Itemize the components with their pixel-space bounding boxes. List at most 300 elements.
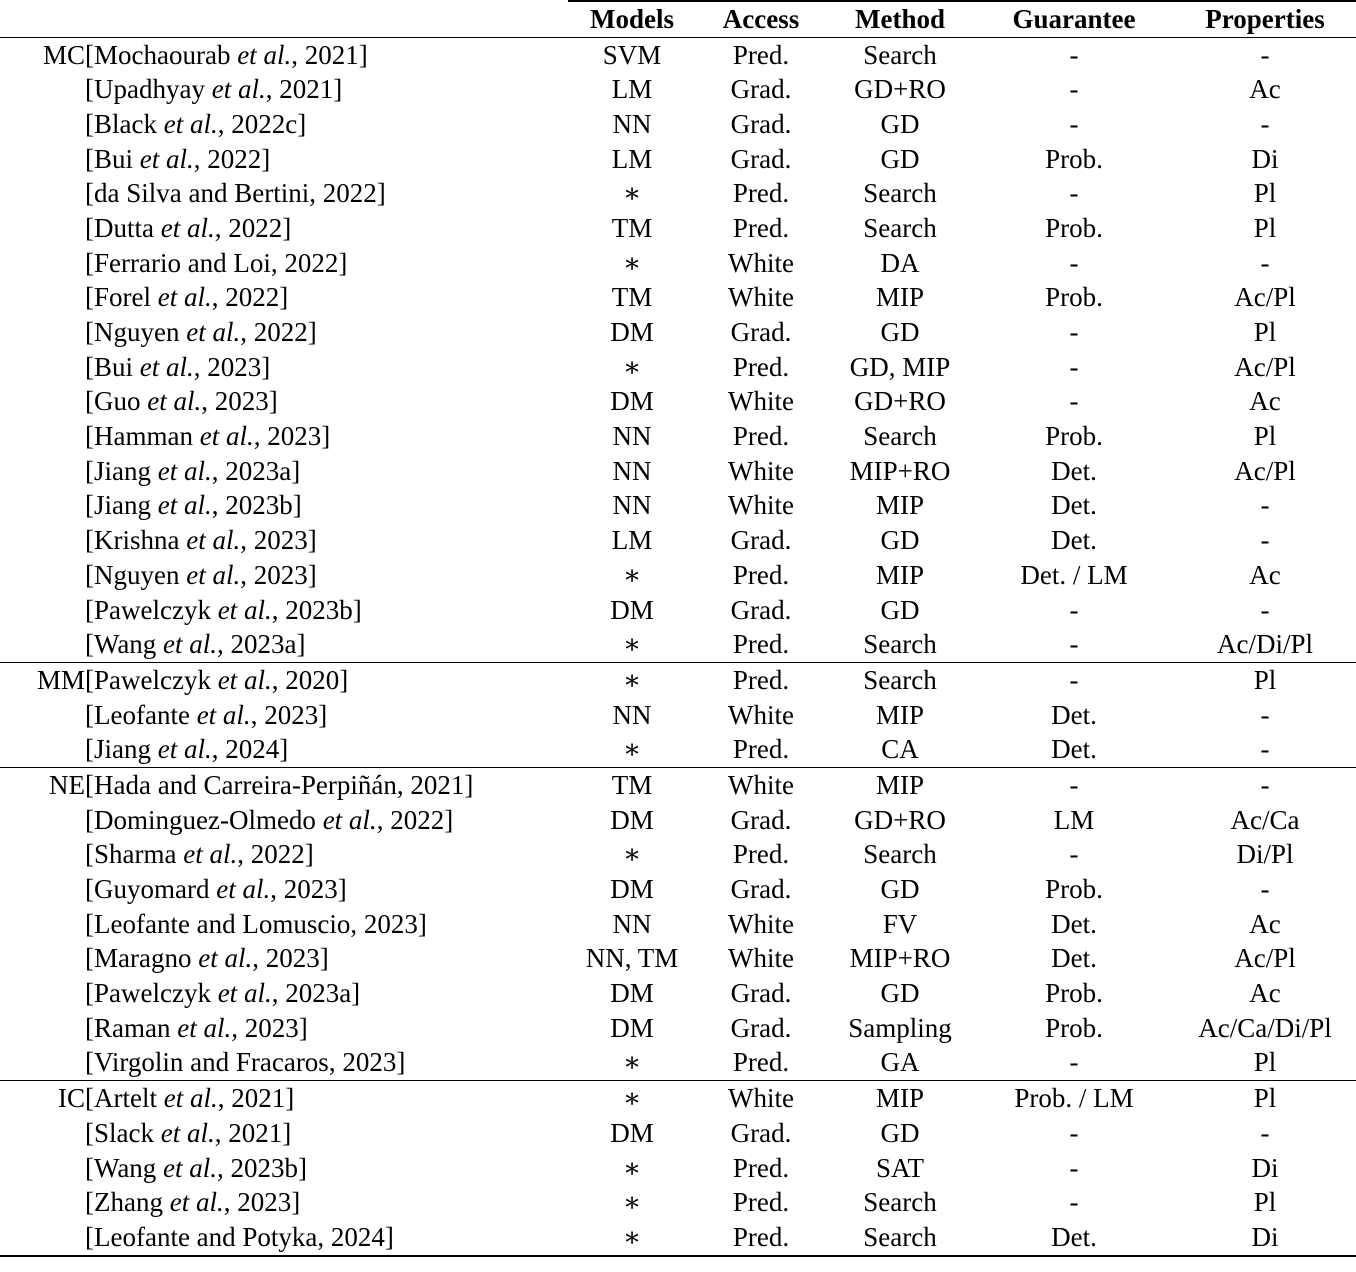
guarantee-cell: Det.: [974, 1220, 1174, 1256]
properties-cell: Ac/Pl: [1234, 351, 1296, 382]
table-row: [0, 489, 1356, 524]
group-spacer: [0, 211, 85, 246]
table-row: [0, 663, 1356, 698]
method-cell: Search: [863, 212, 937, 243]
guarantee-cell: Det.: [1051, 525, 1097, 556]
reference-cell: [Virgolin and Fracaros, 2023]: [85, 1047, 406, 1078]
properties-cell: -: [1260, 247, 1270, 278]
table-row: [0, 872, 1356, 907]
et-al-italic: et al.: [163, 1152, 218, 1183]
et-al-italic: et al.: [322, 804, 377, 835]
guarantee-cell: Prob.: [1045, 1012, 1103, 1043]
et-al-italic: et al.: [217, 594, 272, 625]
reference-cell: [Artelt et al., 2021]: [85, 1081, 568, 1116]
group-spacer: [0, 454, 85, 489]
guarantee-cell: -: [1069, 247, 1079, 278]
models-cell: DM: [610, 1012, 654, 1043]
group-spacer: [0, 142, 85, 177]
group-spacer: [0, 698, 85, 733]
reference-cell: [Bui et al., 2023]: [85, 351, 271, 382]
properties-cell: Pl: [1253, 212, 1277, 243]
table-row: [0, 142, 1356, 177]
reference-cell: [Wang et al., 2023b]: [85, 1152, 308, 1183]
section-label-ic: IC: [0, 1081, 85, 1116]
reference-cell: [Pawelczyk et al., 2020]: [85, 663, 568, 698]
group-spacer: [0, 107, 85, 142]
guarantee-cell: LM: [1053, 804, 1095, 835]
reference-cell: [Wang et al., 2023a]: [85, 629, 306, 660]
table-row: [0, 107, 1356, 142]
table-row: [0, 523, 1356, 558]
models-cell: DM: [610, 594, 654, 625]
models-cell: DM: [610, 874, 654, 905]
reference-cell: [Leofante et al., 2023]: [85, 699, 328, 730]
method-cell: GD: [880, 108, 920, 139]
access-cell: Grad.: [730, 804, 792, 835]
et-al-italic: et al.: [157, 282, 212, 313]
group-spacer: [0, 1046, 85, 1081]
access-cell: White: [728, 943, 794, 974]
reference-cell: [Sharma et al., 2022]: [85, 839, 314, 870]
et-al-italic: et al.: [163, 629, 218, 660]
table-row: [0, 1185, 1356, 1220]
access-cell: Grad.: [730, 1117, 792, 1148]
access-cell: White: [728, 455, 794, 486]
access-cell: White: [696, 1081, 826, 1116]
models-cell: ∗: [622, 1152, 642, 1183]
et-al-italic: et al.: [139, 351, 194, 382]
table-row: [0, 1081, 1356, 1116]
column-header-models: Models: [568, 1, 696, 37]
guarantee-cell: -: [974, 663, 1174, 698]
column-header-properties: Properties: [1174, 1, 1356, 37]
et-al-italic: et al.: [177, 1012, 232, 1043]
models-cell: ∗: [622, 1187, 642, 1218]
models-cell: DM: [610, 317, 654, 348]
properties-cell: -: [1260, 1117, 1270, 1148]
method-cell: GD+RO: [854, 804, 946, 835]
models-cell: ∗: [622, 734, 642, 765]
properties-cell: -: [1260, 490, 1270, 521]
column-header-reference: [85, 1, 568, 37]
guarantee-cell: -: [1069, 178, 1079, 209]
et-al-italic: et al.: [169, 1187, 224, 1218]
guarantee-cell: Prob.: [1045, 212, 1103, 243]
method-cell: MIP+RO: [849, 455, 951, 486]
reference-cell: [Jiang et al., 2024]: [85, 734, 289, 765]
properties-cell: Ac/Ca: [1230, 804, 1300, 835]
models-cell: TM: [611, 212, 653, 243]
method-cell: GD: [880, 143, 920, 174]
models-cell: NN: [612, 490, 652, 521]
models-cell: SVM: [602, 39, 662, 70]
properties-cell: Ac: [1249, 908, 1281, 939]
properties-cell: -: [1260, 874, 1270, 905]
properties-cell: Pl: [1253, 421, 1277, 452]
models-cell: NN: [612, 108, 652, 139]
reference-cell: [Ferrario and Loi, 2022]: [85, 247, 348, 278]
properties-cell: Pl: [1253, 178, 1277, 209]
method-cell: Search: [863, 39, 937, 70]
method-cell: GD: [880, 1117, 920, 1148]
method-cell: SAT: [875, 1152, 924, 1183]
group-spacer: [0, 838, 85, 873]
section-label-ne: NE: [0, 768, 85, 803]
reference-cell: [Dominguez-Olmedo et al., 2022]: [85, 804, 454, 835]
models-cell: DM: [610, 386, 654, 417]
table-row: [0, 732, 1356, 767]
models-cell: NN, TM: [585, 943, 679, 974]
reference-cell: [Zhang et al., 2023]: [85, 1187, 301, 1218]
table-row: [0, 72, 1356, 107]
properties-cell: Ac/Pl: [1234, 943, 1296, 974]
et-al-italic: et al.: [186, 559, 241, 590]
guarantee-cell: -: [1069, 386, 1079, 417]
group-spacer: [0, 627, 85, 662]
access-cell: Pred.: [732, 734, 790, 765]
access-cell: Pred.: [732, 629, 790, 660]
reference-cell: [Guyomard et al., 2023]: [85, 874, 347, 905]
et-al-italic: et al.: [160, 1117, 215, 1148]
table-row: [0, 1046, 1356, 1081]
et-al-italic: et al.: [217, 978, 272, 1009]
properties-cell: Pl: [1253, 317, 1277, 348]
group-spacer: [0, 872, 85, 907]
et-al-italic: et al.: [147, 386, 202, 417]
method-cell: MIP: [826, 768, 974, 803]
access-cell: Pred.: [732, 1047, 790, 1078]
guarantee-cell: Prob. / LM: [974, 1081, 1174, 1116]
properties-cell: Ac: [1249, 559, 1281, 590]
et-al-italic: et al.: [163, 108, 218, 139]
method-cell: MIP: [875, 282, 924, 313]
access-cell: White: [728, 247, 794, 278]
column-header-method: Method: [826, 1, 974, 37]
access-cell: Pred.: [696, 1220, 826, 1256]
et-al-italic: et al.: [211, 74, 266, 105]
table-row: [0, 627, 1356, 662]
reference-cell: [Leofante and Lomuscio, 2023]: [85, 908, 427, 939]
access-cell: Pred.: [696, 663, 826, 698]
models-cell: TM: [568, 768, 696, 803]
models-cell: NN: [612, 421, 652, 452]
table-body: [0, 37, 1356, 1256]
method-cell: GD, MIP: [849, 351, 951, 382]
access-cell: Grad.: [730, 74, 792, 105]
et-al-italic: et al.: [186, 525, 241, 556]
access-cell: Grad.: [730, 317, 792, 348]
reference-cell: [Mochaourab et al., 2021]: [85, 39, 368, 70]
reference-cell: [Maragno et al., 2023]: [85, 943, 329, 974]
access-cell: Pred.: [732, 1187, 790, 1218]
et-al-italic: et al.: [139, 143, 194, 174]
group-spacer: [0, 246, 85, 281]
properties-cell: -: [1174, 768, 1356, 803]
group-spacer: [0, 523, 85, 558]
table-row: [0, 942, 1356, 977]
properties-cell: Di/Pl: [1236, 839, 1294, 870]
guarantee-cell: Prob.: [1045, 282, 1103, 313]
guarantee-cell: -: [1069, 108, 1079, 139]
models-cell: ∗: [622, 178, 642, 209]
table-row: [0, 454, 1356, 489]
method-cell: GD: [880, 874, 920, 905]
et-al-italic: et al.: [196, 699, 251, 730]
reference-cell: [Hada and Carreira-Perpiñán, 2021]: [85, 768, 568, 803]
table-row: [0, 1151, 1356, 1186]
group-spacer: [0, 593, 85, 628]
access-cell: Pred.: [732, 1152, 790, 1183]
properties-cell: -: [1260, 734, 1270, 765]
access-cell: Pred.: [732, 559, 790, 590]
access-cell: White: [728, 908, 794, 939]
method-cell: MIP: [875, 699, 924, 730]
reference-cell: [Forel et al., 2022]: [85, 282, 289, 313]
method-cell: MIP: [826, 1081, 974, 1116]
group-spacer: [0, 315, 85, 350]
table-row: [0, 907, 1356, 942]
table-row: [0, 246, 1356, 281]
reference-cell: [Nguyen et al., 2022]: [85, 317, 317, 348]
guarantee-cell: -: [1069, 39, 1079, 70]
reference-cell: [Jiang et al., 2023a]: [85, 455, 301, 486]
access-cell: Pred.: [732, 178, 790, 209]
et-al-italic: et al.: [199, 421, 254, 452]
method-cell: Search: [863, 839, 937, 870]
group-spacer: [0, 976, 85, 1011]
method-cell: Search: [863, 629, 937, 660]
method-cell: GD: [880, 594, 920, 625]
method-cell: MIP: [875, 490, 924, 521]
table-row: [0, 803, 1356, 838]
method-cell: Search: [863, 421, 937, 452]
table-row: [0, 768, 1356, 803]
table-row: [0, 1220, 1356, 1256]
guarantee-cell: -: [1069, 351, 1079, 382]
guarantee-cell: Det.: [1051, 455, 1097, 486]
models-cell: ∗: [622, 1047, 642, 1078]
et-al-italic: et al.: [186, 317, 241, 348]
table-row: [0, 419, 1356, 454]
guarantee-cell: Det. / LM: [1020, 559, 1128, 590]
reference-cell: [da Silva and Bertini, 2022]: [85, 178, 386, 209]
models-cell: ∗: [622, 351, 642, 382]
properties-cell: Ac: [1249, 386, 1281, 417]
guarantee-cell: -: [974, 768, 1174, 803]
table-row: [0, 1011, 1356, 1046]
method-cell: Search: [863, 1187, 937, 1218]
properties-cell: Pl: [1253, 1187, 1277, 1218]
properties-cell: Di: [1251, 143, 1279, 174]
models-cell: ∗: [622, 629, 642, 660]
models-cell: ∗: [568, 663, 696, 698]
properties-cell: Pl: [1174, 1081, 1356, 1116]
guarantee-cell: Det.: [1051, 943, 1097, 974]
reference-cell: [Bui et al., 2022]: [85, 143, 271, 174]
et-al-italic: et al.: [237, 39, 292, 70]
group-spacer: [0, 732, 85, 767]
table-row: [0, 593, 1356, 628]
reference-cell: [Krishna et al., 2023]: [85, 525, 317, 556]
properties-cell: Ac/Ca/Di/Pl: [1198, 1012, 1332, 1043]
guarantee-cell: -: [1069, 1187, 1079, 1218]
method-cell: Search: [826, 663, 974, 698]
models-cell: ∗: [622, 247, 642, 278]
reference-cell: [Pawelczyk et al., 2023a]: [85, 978, 361, 1009]
access-cell: White: [728, 490, 794, 521]
group-spacer: [0, 489, 85, 524]
access-cell: White: [696, 768, 826, 803]
access-cell: Grad.: [730, 874, 792, 905]
method-cell: MIP: [875, 559, 924, 590]
guarantee-cell: -: [1069, 594, 1079, 625]
group-spacer: [0, 1151, 85, 1186]
guarantee-cell: Det.: [1051, 699, 1097, 730]
guarantee-cell: -: [1069, 1117, 1079, 1148]
table-row: [0, 176, 1356, 211]
et-al-italic: et al.: [157, 455, 212, 486]
table-row: [0, 37, 1356, 72]
header-row: [0, 1, 1356, 37]
properties-cell: -: [1260, 108, 1270, 139]
models-cell: DM: [610, 804, 654, 835]
et-al-italic: et al.: [183, 839, 238, 870]
method-cell: CA: [881, 734, 919, 765]
reference-cell: [Black et al., 2022c]: [85, 108, 307, 139]
access-cell: Grad.: [730, 108, 792, 139]
method-cell: GD: [880, 317, 920, 348]
access-cell: White: [728, 282, 794, 313]
access-cell: Grad.: [730, 525, 792, 556]
group-spacer: [0, 281, 85, 316]
models-cell: LM: [611, 525, 653, 556]
guarantee-cell: Prob.: [1045, 421, 1103, 452]
reference-cell: [Upadhyay et al., 2021]: [85, 74, 343, 105]
properties-cell: Ac/Pl: [1234, 455, 1296, 486]
properties-cell: Di: [1174, 1220, 1356, 1256]
reference-cell: [Leofante and Potyka, 2024]: [85, 1220, 568, 1256]
reference-cell: [Raman et al., 2023]: [85, 1012, 308, 1043]
models-cell: ∗: [568, 1081, 696, 1116]
access-cell: Grad.: [730, 978, 792, 1009]
guarantee-cell: Det.: [1051, 734, 1097, 765]
group-spacer: [0, 419, 85, 454]
access-cell: Grad.: [730, 143, 792, 174]
et-al-italic: et al.: [157, 490, 212, 521]
table-row: [0, 838, 1356, 873]
access-cell: White: [728, 386, 794, 417]
column-header-guarantee: Guarantee: [974, 1, 1174, 37]
group-spacer: [0, 176, 85, 211]
section-label-mm: MM: [0, 663, 85, 698]
group-spacer: [0, 942, 85, 977]
models-cell: ∗: [568, 1220, 696, 1256]
group-spacer: [0, 1116, 85, 1151]
properties-cell: Di: [1251, 1152, 1279, 1183]
table-row: [0, 281, 1356, 316]
access-cell: White: [728, 699, 794, 730]
access-cell: Pred.: [732, 839, 790, 870]
group-spacer: [0, 803, 85, 838]
group-spacer: [0, 907, 85, 942]
properties-cell: Pl: [1253, 1047, 1277, 1078]
table-row: [0, 211, 1356, 246]
group-spacer: [0, 385, 85, 420]
method-cell: DA: [880, 247, 920, 278]
models-cell: TM: [611, 282, 653, 313]
guarantee-cell: Prob.: [1045, 143, 1103, 174]
properties-cell: Ac/Di/Pl: [1216, 629, 1313, 660]
properties-cell: Ac: [1249, 978, 1281, 1009]
table-row: [0, 1116, 1356, 1151]
reference-cell: [Dutta et al., 2022]: [85, 212, 292, 243]
properties-cell: Ac: [1249, 74, 1281, 105]
guarantee-cell: Det.: [1051, 908, 1097, 939]
reference-cell: [Hamman et al., 2023]: [85, 421, 331, 452]
access-cell: Pred.: [732, 212, 790, 243]
table-row: [0, 315, 1356, 350]
reference-cell: [Pawelczyk et al., 2023b]: [85, 594, 362, 625]
guarantee-cell: -: [1069, 74, 1079, 105]
group-spacer: [0, 350, 85, 385]
method-cell: Search: [826, 1220, 974, 1256]
reference-cell: [Slack et al., 2021]: [85, 1117, 292, 1148]
section-label-mc: MC: [42, 39, 85, 70]
models-cell: ∗: [622, 559, 642, 590]
guarantee-cell: Prob.: [1045, 874, 1103, 905]
method-cell: FV: [882, 908, 918, 939]
models-cell: DM: [610, 1117, 654, 1148]
properties-cell: -: [1260, 699, 1270, 730]
properties-cell: -: [1260, 525, 1270, 556]
method-cell: MIP+RO: [849, 943, 951, 974]
method-cell: Search: [863, 178, 937, 209]
properties-cell: Pl: [1174, 663, 1356, 698]
table-row: [0, 558, 1356, 593]
et-al-italic: et al.: [217, 664, 272, 695]
et-al-italic: et al.: [198, 943, 253, 974]
method-cell: GD+RO: [854, 74, 946, 105]
group-spacer: [0, 1220, 85, 1256]
properties-cell: -: [1260, 594, 1270, 625]
models-cell: ∗: [622, 839, 642, 870]
guarantee-cell: -: [1069, 1152, 1079, 1183]
models-cell: DM: [610, 978, 654, 1009]
reference-cell: [Nguyen et al., 2023]: [85, 559, 317, 590]
method-cell: GD: [880, 525, 920, 556]
et-al-italic: et al.: [160, 212, 215, 243]
reference-cell: [Jiang et al., 2023b]: [85, 490, 302, 521]
access-cell: Pred.: [732, 421, 790, 452]
table-row: [0, 350, 1356, 385]
group-spacer: [0, 1185, 85, 1220]
access-cell: Pred.: [732, 351, 790, 382]
access-cell: Grad.: [730, 1012, 792, 1043]
models-cell: LM: [611, 74, 653, 105]
properties-cell: Ac/Pl: [1234, 282, 1296, 313]
column-header-group: [0, 1, 85, 37]
table-row: [0, 976, 1356, 1011]
method-cell: GD: [880, 978, 920, 1009]
table-header: [0, 1, 1356, 37]
guarantee-cell: Prob.: [1045, 978, 1103, 1009]
reference-cell: [Guo et al., 2023]: [85, 386, 278, 417]
guarantee-cell: Det.: [1051, 490, 1097, 521]
table-row: [0, 385, 1356, 420]
group-spacer: [0, 72, 85, 107]
models-cell: LM: [611, 143, 653, 174]
method-cell: GD+RO: [854, 386, 946, 417]
